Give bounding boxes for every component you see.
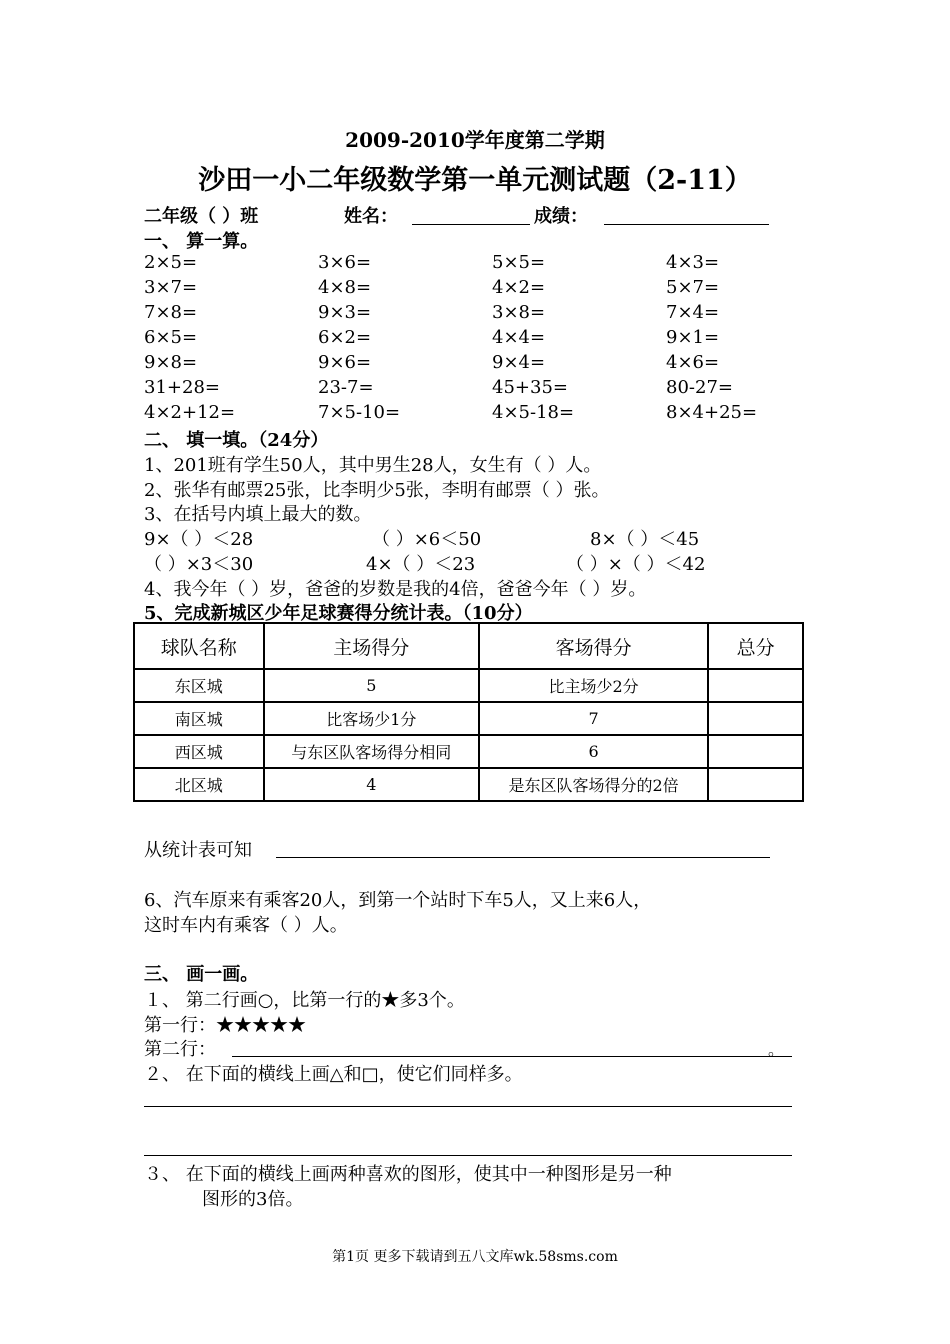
- question-2-4: 4、我今年（ ）岁，爸爸的岁数是我的4倍，爸爸今年（ ）岁。: [144, 579, 647, 600]
- score-table: [133, 622, 804, 802]
- table-cell: 与东区队客场得分相同: [264, 735, 479, 768]
- calc-item: 9×6=: [318, 352, 372, 373]
- table-cell: 5: [264, 669, 479, 702]
- calc-row: [144, 277, 844, 302]
- page-title: 沙田一小二年级数学第一单元测试题（2-11）: [198, 165, 752, 196]
- calc-item: 80-27=: [666, 377, 733, 398]
- calc-item: 9×8=: [144, 352, 198, 373]
- table-row: [134, 702, 803, 735]
- calc-item: 4×3=: [666, 252, 720, 273]
- calc-item: 4×8=: [318, 277, 372, 298]
- calc-item: 7×5-10=: [318, 402, 401, 423]
- table-header: 主场得分: [264, 623, 479, 669]
- section2-heading: 二、 填一填。（24分）: [144, 430, 329, 451]
- row1-label: 第一行：★★★★★: [144, 1015, 306, 1036]
- score-label: 成绩：: [534, 206, 588, 227]
- table-header-row: [134, 623, 803, 669]
- question-3-1: １、 第二行画○，比第一行的★多3个。: [144, 990, 465, 1011]
- section3-heading: 三、 画一画。: [144, 964, 259, 985]
- calc-item: 31+28=: [144, 377, 220, 398]
- calc-item: 4×4=: [492, 327, 546, 348]
- calc-item: 7×8=: [144, 302, 198, 323]
- calc-item: 7×4=: [666, 302, 720, 323]
- score-blank[interactable]: [604, 224, 769, 225]
- question-3-3-line1: ３、 在下面的横线上画两种喜欢的图形，使其中一种图形是另一种: [144, 1164, 672, 1185]
- table-cell: 7: [479, 702, 708, 735]
- row2-end-mark: 。: [768, 1040, 785, 1059]
- table-cell: 4: [264, 768, 479, 801]
- page-footer: 第1页 更多下载请到五八文库wk.58sms.com: [332, 1249, 618, 1265]
- calc-item: 5×7=: [666, 277, 720, 298]
- draw-line-1[interactable]: [144, 1106, 792, 1107]
- inequality-item: （ ）×6＜50: [372, 529, 482, 550]
- table-cell: 东区城: [134, 669, 264, 702]
- inequality-item: （ ）×3＜30: [144, 554, 254, 575]
- calc-item: 3×6=: [318, 252, 372, 273]
- calc-item: 3×8=: [492, 302, 546, 323]
- calc-row: [144, 352, 844, 377]
- table-cell: 6: [479, 735, 708, 768]
- calc-row: [144, 327, 844, 352]
- table-header: 球队名称: [134, 623, 264, 669]
- question-2-5: 5、完成新城区少年足球赛得分统计表。（10分）: [144, 603, 533, 624]
- table-row: [134, 768, 803, 801]
- question-2-2: 2、张华有邮票25张，比李明少5张，李明有邮票（ ）张。: [144, 480, 610, 501]
- calc-item: 9×1=: [666, 327, 720, 348]
- row2-label: 第二行：: [144, 1039, 216, 1060]
- table-cell: 是东区队客场得分的2倍: [479, 768, 708, 801]
- draw-line-2[interactable]: [144, 1155, 792, 1156]
- name-label: 姓名：: [344, 206, 398, 227]
- table-row: [134, 735, 803, 768]
- row2-draw-line[interactable]: [232, 1056, 792, 1057]
- table-header: 客场得分: [479, 623, 708, 669]
- question-2-3: 3、在括号内填上最大的数。: [144, 504, 372, 525]
- inequality-item: 9×（ ）＜28: [144, 529, 254, 550]
- table-cell: 南区城: [134, 702, 264, 735]
- calc-item: 5×5=: [492, 252, 546, 273]
- question-2-6-line2: 这时车内有乘客（ ）人。: [144, 915, 348, 936]
- term-heading: 2009-2010学年度第二学期: [345, 128, 605, 152]
- inequality-item: （ ）×（ ）＜42: [566, 554, 706, 575]
- calc-item: 9×4=: [492, 352, 546, 373]
- calc-item: 8×4+25=: [666, 402, 758, 423]
- question-3-2: ２、 在下面的横线上画△和□，使它们同样多。: [144, 1064, 523, 1085]
- table-cell: 比主场少2分: [479, 669, 708, 702]
- question-3-3-line2: 图形的3倍。: [202, 1189, 304, 1210]
- conclusion-label: 从统计表可知: [144, 840, 252, 861]
- total-cell[interactable]: [708, 735, 803, 768]
- calc-item: 23-7=: [318, 377, 374, 398]
- total-cell[interactable]: [708, 768, 803, 801]
- calc-row: [144, 402, 844, 427]
- question-2-6-line1: 6、汽车原来有乘客20人，到第一个站时下车5人，又上来6人，: [144, 890, 652, 911]
- calc-item: 3×7=: [144, 277, 198, 298]
- calc-item: 4×2=: [492, 277, 546, 298]
- name-blank[interactable]: [412, 224, 530, 225]
- section1-heading: 一、 算一算。: [144, 231, 259, 252]
- table-header: 总分: [708, 623, 803, 669]
- calc-row: [144, 252, 844, 277]
- total-cell[interactable]: [708, 669, 803, 702]
- calc-item: 4×5-18=: [492, 402, 575, 423]
- table-cell: 西区城: [134, 735, 264, 768]
- calc-item: 2×5=: [144, 252, 198, 273]
- question-2-1: 1、201班有学生50人，其中男生28人，女生有（ ）人。: [144, 455, 602, 476]
- calc-row: [144, 377, 844, 402]
- calc-item: 9×3=: [318, 302, 372, 323]
- calc-item: 45+35=: [492, 377, 568, 398]
- table-cell: 比客场少1分: [264, 702, 479, 735]
- calc-item: 4×6=: [666, 352, 720, 373]
- calc-row: [144, 302, 844, 327]
- table-row: [134, 669, 803, 702]
- total-cell[interactable]: [708, 702, 803, 735]
- class-label: 二年级（ ）班: [144, 206, 259, 227]
- table-cell: 北区城: [134, 768, 264, 801]
- inequality-item: 8×（ ）＜45: [590, 529, 700, 550]
- calc-item: 6×5=: [144, 327, 198, 348]
- calc-item: 4×2+12=: [144, 402, 236, 423]
- conclusion-blank[interactable]: [276, 857, 770, 858]
- calc-item: 6×2=: [318, 327, 372, 348]
- inequality-item: 4×（ ）＜23: [366, 554, 476, 575]
